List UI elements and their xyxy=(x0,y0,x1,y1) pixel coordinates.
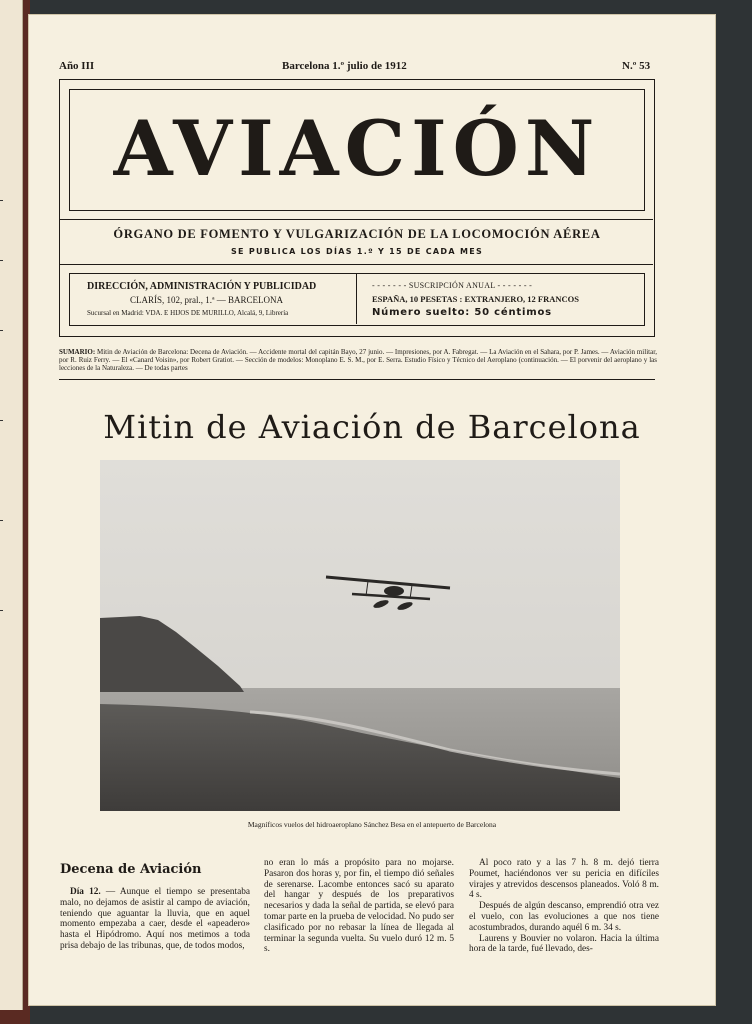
divider xyxy=(59,219,653,220)
column-2-text: no eran lo más a propósito para no mojarse. Pasaron dos horas y, por fin, el tiempo dió señales de serenarse. Lacombe entonces sacó su aparato del hangar y después de los preparativos necesarios y dada la señal de partida, se elevó para tomar parte en la prueba de velocidad. No pudo ser clasificado por no rebasar la línea de llegada al terminar la segunda vuelta. Su vuelo duró 12 m. 5 s. xyxy=(264,858,454,955)
table-of-contents xyxy=(59,348,657,372)
direction-line2: CLARÍS, 102, pral., 1.ª — BARCELONA xyxy=(130,295,283,305)
single-issue-price: Número suelto: 50 céntimos xyxy=(372,307,552,318)
column-3-paragraph: Después de algún descanso, emprendió otra vez el vuelo, con las evoluciones a que nos tiene acostumbrados, durando aquél 6 m. 34 s. xyxy=(469,901,659,933)
newspaper-page xyxy=(28,14,716,1006)
issue-year: Año III xyxy=(59,60,95,72)
day-lead: Día 12. xyxy=(70,887,101,897)
column-3-paragraph: Al poco rato y a las 7 h. 8 m. dejó tierra Poumet, haciéndonos ver su pericia en difíciles virajes y atrevidos descensos planeados. Voló 8 m. 4 s. xyxy=(469,858,659,901)
seaplane-photo-graphic xyxy=(100,460,620,811)
divider xyxy=(59,379,655,380)
previous-page-edge xyxy=(0,0,23,1010)
issue-number: N.º 53 xyxy=(622,60,651,72)
column-1-text: — Aunque el tiempo se presentaba malo, no dejamos de asistir al campo de aviación, teniendo que aguantar la lluvia, que en aquel momento empezaba a caer, desde el «apeadero» hasta el Hipódromo. Aquí nos metimos a toda prisa debajo de las tribunas, que, de todos modos, xyxy=(60,887,250,951)
title-frame xyxy=(69,89,645,211)
summary-text: Mitin de Aviación de Barcelona: Decena de Aviación. — Accidente mortal del capitán Bayo, 27 junio. — Impresiones, por A. Fabregat. — La Aviación en el Sahara, por P. James. — Aviación militar, por R. Ruiz Ferry. — El «Canard Voisin», por Robert Gratiot. — Sección de modelos: Monoplano E. S. M., por E. Serra. Estudio Físico y Técnico del Aeroplano (continuación. — El porvenir del aeroplano y las lecciones de la Naturaleza. — De todas partes xyxy=(59,348,657,372)
column-3 xyxy=(469,858,659,955)
direction-line3: Sucursal en Madrid: VDA. E HIJOS DE MURILLO, Alcalá, 9, Librería xyxy=(87,309,289,317)
masthead-title: AVIACIÓN xyxy=(113,104,601,193)
issue-date: Barcelona 1.º julio de 1912 xyxy=(282,60,407,72)
subscription-label: - - - - - - - SUSCRIPCIÓN ANUAL - - - - - - - xyxy=(372,281,533,290)
subscription-prices: ESPAÑA, 10 PESETAS : EXTRANJERO, 12 FRANCOS xyxy=(372,294,580,304)
section-title: Decena de Aviación xyxy=(60,862,202,877)
direction-line1: DIRECCIÓN, ADMINISTRACIÓN Y PUBLICIDAD xyxy=(87,281,317,292)
column-2 xyxy=(264,858,454,955)
seaplane-photo xyxy=(100,460,620,811)
summary-label: SUMARIO: xyxy=(59,348,96,356)
column-3-paragraph: Laurens y Bouvier no volaron. Hacia la última hora de la tarde, fué llevado, des- xyxy=(469,933,659,955)
article-title: Mitin de Aviación de Barcelona xyxy=(103,408,641,446)
column-1 xyxy=(60,887,250,952)
divider xyxy=(59,264,653,265)
photo-caption: Magníficos vuelos del hidroaeroplano Sánchez Besa en el antepuerto de Barcelona xyxy=(247,820,497,829)
info-divider xyxy=(356,273,357,324)
masthead-schedule: SE PUBLICA LOS DÍAS 1.º Y 15 DE CADA MES xyxy=(230,247,484,256)
masthead-organ: ÓRGANO DE FOMENTO Y VULGARIZACIÓN DE LA LOCOMOCIÓN AÉREA xyxy=(113,227,601,241)
